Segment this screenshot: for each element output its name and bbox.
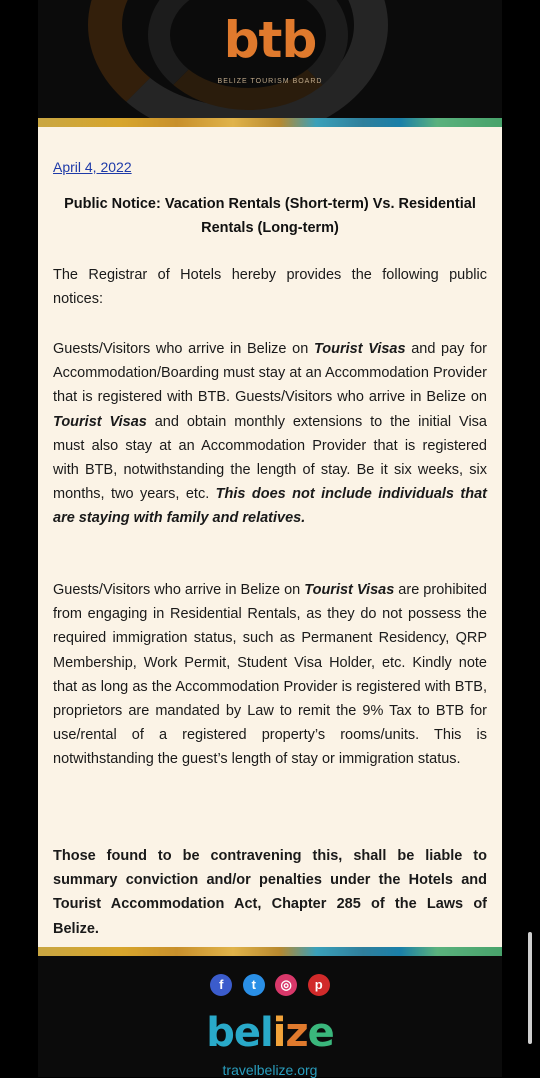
pinterest-icon[interactable]: p xyxy=(308,974,330,996)
footer xyxy=(38,956,502,1077)
facebook-icon[interactable]: f xyxy=(210,974,232,996)
decorative-stripe-top xyxy=(38,118,502,127)
scrollbar[interactable] xyxy=(528,932,532,1044)
notice-date[interactable]: April 4, 2022 xyxy=(53,159,132,175)
btb-logo-subtitle: BELIZE TOURISM BOARD xyxy=(217,78,323,85)
paragraph-penalties: Those found to be contravening this, shall be liable to summary conviction and/or penalties under the Hotels and Tourist Accommodation Act, Chapter 285 of the Laws of Belize. xyxy=(53,848,487,937)
website-link[interactable]: travelbelize.org xyxy=(222,1062,318,1078)
twitter-icon[interactable]: t xyxy=(243,974,265,996)
paragraph-residential-rentals: Guests/Visitors who arrive in Belize on Tourist Visas are prohibited from engaging in Residential Rentals, as they do not possess the required immigration status, such as Permanent Residency, QRP Membership, Work Permit, Student Visa Holder, etc. Kindly note that as long as the Accommodation Provider is registered with BTB, proprietors are mandated by Law to remit the 9% Tax to BTB for use/rental of a registered property’s rooms/units. This is notwithstanding the guest’s length of stay or immigration status. xyxy=(53,582,487,768)
header-banner xyxy=(38,0,502,118)
instagram-icon[interactable]: ◎ xyxy=(275,974,297,996)
notice-document xyxy=(38,127,502,947)
decorative-stripe-bottom xyxy=(38,947,502,956)
belize-logo: belize xyxy=(206,1010,334,1056)
intro-paragraph: The Registrar of Hotels hereby provides the following public notices: xyxy=(53,267,487,308)
notice-title: Public Notice: Vacation Rentals (Short-term) Vs. Residential Rentals (Long-term) xyxy=(64,196,476,236)
paragraph-tourist-visa-stay: Guests/Visitors who arrive in Belize on Tourist Visas and pay for Accommodation/Boarding must stay at an Accommodation Provider that is registered with BTB. Guests/Visitors who arrive in Belize on Tourist Visas and obtain monthly extensions to the initial Visa must also stay at an Accommodation Provider that is registered with BTB, notwithstanding the length of stay. Be it six weeks, six months, two years, etc. This does not include individuals that are staying with family and relatives. xyxy=(53,341,487,527)
social-links xyxy=(38,974,502,996)
btb-logo: btb xyxy=(223,11,317,69)
